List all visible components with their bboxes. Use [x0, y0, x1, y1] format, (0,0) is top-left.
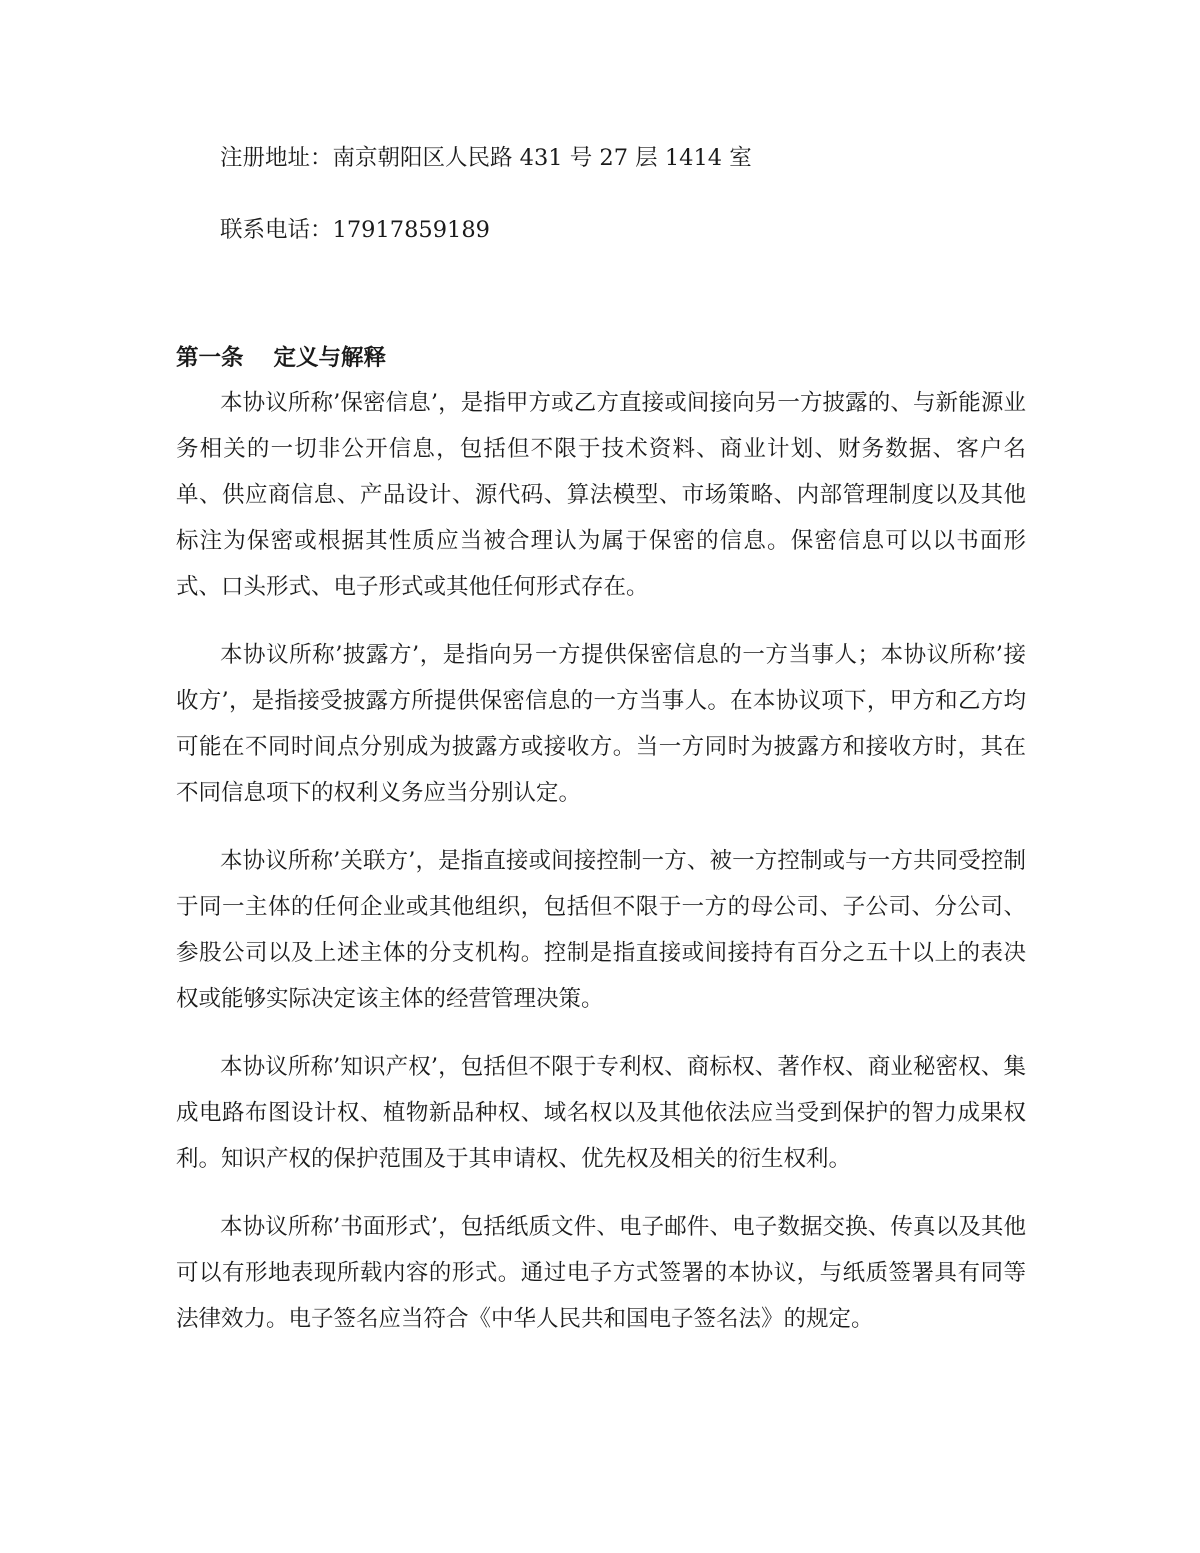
definition-affiliate: 本协议所称’关联方’，是指直接或间接控制一方、被一方控制或与一方共同受控制于同一主体的任何企业或其他组织，包括但不限于一方的母公司、子公司、分公司、参股公司以及上述主体的分支机构。控制是指直接或间接持有百分之五十以上的表决权或能够实际决定该主体的经营管理决策。 — [176, 848, 1026, 1012]
definition-intellectual-property: 本协议所称’知识产权’，包括但不限于专利权、商标权、著作权、商业秘密权、集成电路布图设计权、植物新品种权、域名权以及其他依法应当受到保护的智力成果权利。知识产权的保护范围及于其申请权、优先权及相关的衍生权利。 — [176, 1054, 1026, 1172]
document-body — [176, 136, 1026, 1364]
definition-written-form: 本协议所称’书面形式’，包括纸质文件、电子邮件、电子数据交换、传真以及其他可以有形地表现所载内容的形式。通过电子方式签署的本协议，与纸质签署具有同等法律效力。电子签名应当符合《中华人民共和国电子签名法》的规定。 — [176, 1214, 1026, 1332]
section-heading — [176, 338, 1026, 378]
definition-confidential-info: 本协议所称’保密信息’，是指甲方或乙方直接或间接向另一方披露的、与新能源业务相关的一切非公开信息，包括但不限于技术资料、商业计划、财务数据、客户名单、供应商信息、产品设计、源代码、算法模型、市场策略、内部管理制度以及其他标注为保密或根据其性质应当被合理认为属于保密的信息。保密信息可以以书面形式、口头形式、电子形式或其他任何形式存在。 — [176, 390, 1026, 600]
definition-disclosing-party: 本协议所称’披露方’，是指向另一方提供保密信息的一方当事人；本协议所称’接收方’，是指接受披露方所提供保密信息的一方当事人。在本协议项下，甲方和乙方均可能在不同时间点分别成为披露方或接收方。当一方同时为披露方和接收方时，其在不同信息项下的权利义务应当分别认定。 — [176, 642, 1026, 806]
section-title: 定义与解释 — [273, 345, 387, 371]
registered-address: 注册地址：南京朝阳区人民路 431 号 27 层 1414 室 — [220, 145, 752, 171]
contact-phone: 联系电话：17917859189 — [220, 217, 490, 243]
section-number: 第一条 — [176, 345, 244, 371]
